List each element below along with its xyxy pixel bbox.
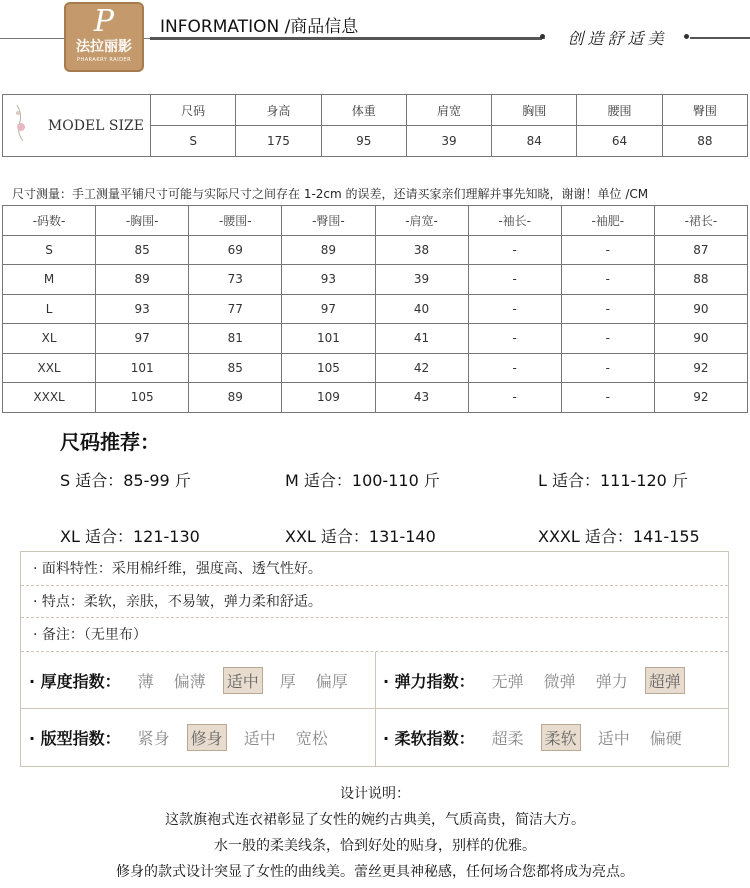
size-cell: 87 [654,235,747,265]
size-cell: 92 [654,353,747,383]
size-cell: M [3,265,96,295]
size-cell: 90 [654,294,747,324]
softness-index-label: · 柔软指数： [383,729,475,748]
size-cell: 77 [189,294,282,324]
model-size-table [2,94,748,157]
model-header-cell: 臀围 [662,95,747,126]
thickness-index [29,653,365,708]
size-cell: - [561,353,654,383]
elasticity-index [383,653,699,708]
recommend-item: M 适合：100-110 斤 [285,471,440,490]
description-line: 修身的款式设计突显了女性的曲线美。蕾丝更具神秘感，任何场合您都将成为亮点。 [116,864,634,880]
size-cell: - [561,383,654,413]
size-cell: - [468,235,561,265]
size-header-cell: -裙长- [654,206,747,236]
softness-index [383,710,699,765]
size-cell: XXL [3,353,96,383]
description-line: 水一般的柔美线条，恰到好处的贴身，别样的优雅。 [214,838,536,854]
thickness-option: 厚 [279,672,296,691]
size-cell: 97 [96,324,189,354]
size-row [3,235,748,265]
size-cell: 93 [282,265,375,295]
recommend-title: 尺码推荐： [60,430,160,454]
model-header-cell: 身高 [236,95,321,126]
model-header-cell: 尺码 [151,95,236,126]
model-value-cell: 39 [406,126,491,157]
slogan-dot-right [684,34,689,39]
size-header-cell: -袖肥- [561,206,654,236]
size-header-cell: -码数- [3,206,96,236]
size-row [3,294,748,324]
size-cell: - [561,235,654,265]
size-cell: 93 [96,294,189,324]
size-cell: 90 [654,324,747,354]
softness-option: 适中 [597,729,630,748]
thickness-option: 薄 [137,672,154,691]
recommend-item: L 适合：111-120 斤 [538,471,688,490]
size-header-cell: -肩宽- [375,206,468,236]
recommend-item: XL 适合：121-130 [60,527,200,546]
size-cell: 39 [375,265,468,295]
elasticity-option: 弹力 [595,672,628,691]
model-size-label-cell [3,95,151,157]
model-header-cell: 体重 [321,95,406,126]
size-cell: - [468,383,561,413]
brand-logo [64,2,144,72]
size-header-row [3,206,748,236]
size-header-cell: -臀围- [282,206,375,236]
attributes-box [20,551,729,767]
measurement-note: 尺寸测量：手工测量平铺尺寸可能与实际尺寸之间存在 1-2cm 的误差，还请买家亲们理解并事先知晓，谢谢！单位 /CM [12,187,649,201]
header-accent-bar [150,37,542,40]
size-cell: 97 [282,294,375,324]
fit-index [29,710,345,765]
remark-row: · 备注：（无里布） [21,618,728,652]
size-cell: 92 [654,383,747,413]
elasticity-option: 无弹 [491,672,524,691]
model-value-cell: 88 [662,126,747,157]
thickness-option: 偏薄 [173,672,206,691]
section-title: INFORMATION /商品信息 [160,12,364,37]
size-cell: 81 [189,324,282,354]
recommend-item: S 适合：85-99 斤 [60,471,191,490]
size-cell: 43 [375,383,468,413]
size-cell: 105 [282,353,375,383]
fit-option: 适中 [243,729,276,748]
size-cell: 101 [282,324,375,354]
size-header-cell: -腰围- [189,206,282,236]
size-cell: - [561,324,654,354]
size-cell: 69 [189,235,282,265]
softness-option: 偏硬 [649,729,682,748]
size-cell: 89 [96,265,189,295]
size-cell: - [561,265,654,295]
size-cell: - [468,265,561,295]
size-cell: 42 [375,353,468,383]
logo-mark: P [93,4,115,39]
thickness-option: 适中 [223,667,263,694]
size-row [3,353,748,383]
fit-option: 宽松 [295,729,328,748]
description-title: 设计说明： [340,786,410,802]
elasticity-option: 微弹 [543,672,576,691]
recommend-item: XXL 适合：131-140 [285,527,436,546]
size-cell: 89 [189,383,282,413]
header-accent-bar-right [690,37,750,39]
size-cell: 101 [96,353,189,383]
model-header-row [3,95,748,126]
softness-option: 柔软 [541,724,581,751]
logo-subtitle: PHARAKRY RAIDER [76,57,132,63]
softness-option: 超柔 [491,729,524,748]
size-cell: 105 [96,383,189,413]
model-value-cell: S [151,126,236,157]
description-line: 这款旗袍式连衣裙彰显了女性的婉约古典美，气质高贵，简洁大方。 [165,812,585,828]
size-cell: 41 [375,324,468,354]
size-cell: S [3,235,96,265]
thickness-index-label: · 厚度指数： [29,672,121,691]
index-horizontal-divider [21,708,728,709]
fit-option: 修身 [187,724,227,751]
elasticity-option: 超弹 [645,667,685,694]
fabric-row: · 面料特性：采用棉纤维，强度高、透气性好。 [21,552,728,586]
size-cell: XL [3,324,96,354]
model-size-label: MODEL SIZE [47,117,144,134]
size-cell: - [561,294,654,324]
size-cell: 73 [189,265,282,295]
model-header-cell: 肩宽 [406,95,491,126]
slogan: 创造舒适美 [545,26,690,49]
size-cell: L [3,294,96,324]
size-cell: 38 [375,235,468,265]
size-row [3,324,748,354]
thickness-option: 偏厚 [315,672,348,691]
size-cell: - [468,294,561,324]
flower-decoration-icon [13,103,33,143]
recommend-item: XXXL 适合：141-155 [538,527,700,546]
model-header-cell: 腰围 [577,95,662,126]
logo-name: 法拉丽影 [76,39,132,55]
size-header-cell: -胸围- [96,206,189,236]
feature-row: · 特点：柔软，亲肤，不易皱，弹力柔和舒适。 [21,586,728,618]
fit-option: 紧身 [137,729,170,748]
size-chart-table [2,205,748,413]
model-value-cell: 95 [321,126,406,157]
size-cell: 85 [96,235,189,265]
size-header-cell: -袖长- [468,206,561,236]
model-value-cell: 64 [577,126,662,157]
index-vertical-divider [375,652,376,767]
elasticity-index-label: · 弹力指数： [383,672,475,691]
model-value-cell: 84 [492,126,577,157]
size-cell: 40 [375,294,468,324]
size-cell: 85 [189,353,282,383]
size-row [3,265,748,295]
model-value-cell: 175 [236,126,321,157]
size-cell: 89 [282,235,375,265]
size-cell: 109 [282,383,375,413]
model-header-cell: 胸围 [492,95,577,126]
size-cell: - [468,353,561,383]
size-row [3,383,748,413]
size-cell: 88 [654,265,747,295]
size-cell: - [468,324,561,354]
fit-index-label: · 版型指数： [29,729,121,748]
size-cell: XXXL [3,383,96,413]
